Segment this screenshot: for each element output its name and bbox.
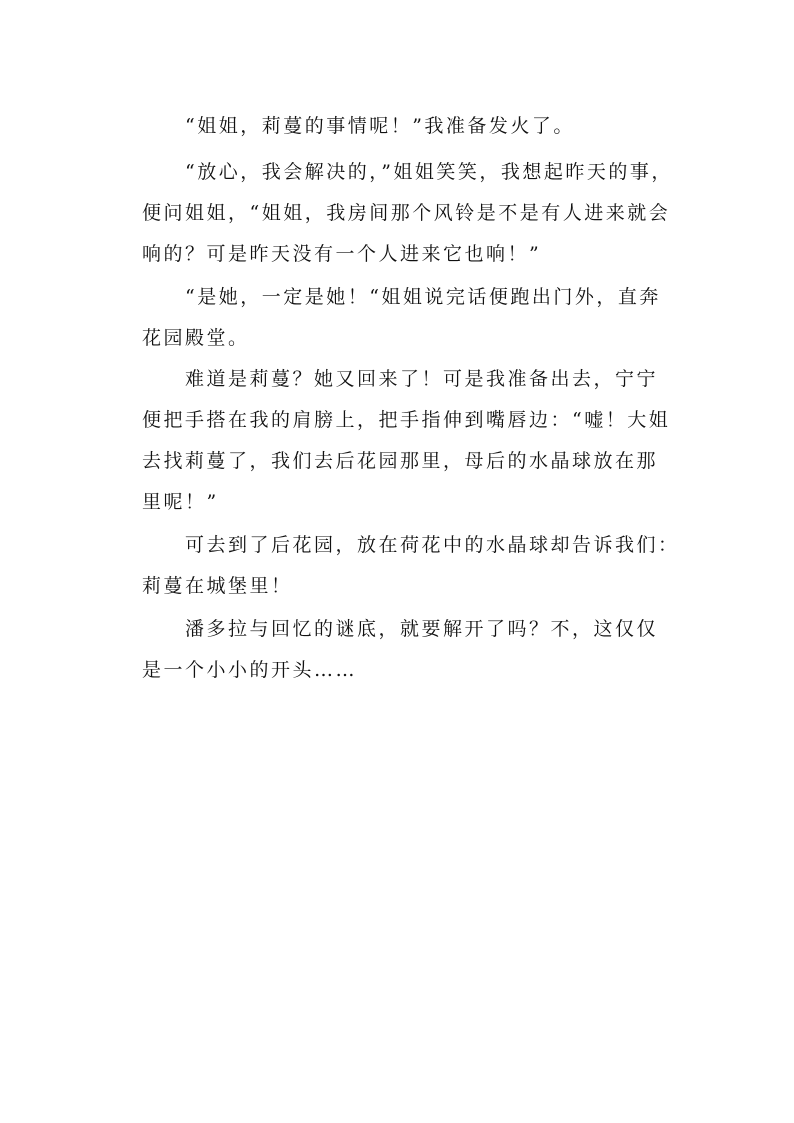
paragraph-line: 可去到了后花园，放在荷花中的水晶球却告诉我们： xyxy=(185,534,680,556)
paragraph-line: 里呢！” xyxy=(142,491,219,513)
paragraph-line: 莉蔓在城堡里！ xyxy=(142,575,293,597)
paragraph-line: 花园殿堂。 xyxy=(142,327,250,349)
paragraph-line: “是她，一定是她！“姐姐说完话便跑出门外，直奔 xyxy=(185,286,661,308)
paragraph-line: 难道是莉蔓？她又回来了！可是我准备出去，宁宁 xyxy=(185,368,659,390)
paragraph-line: 便问姐姐，“姐姐，我房间那个风铃是不是有人进来就会 xyxy=(142,202,671,224)
paragraph-line: 响的？可是昨天没有一个人进来它也响！” xyxy=(142,243,542,265)
paragraph-line: 是一个小小的开头…… xyxy=(142,659,358,681)
paragraph-line: 潘多拉与回忆的谜底，就要解开了吗？不，这仅仅 xyxy=(185,618,659,640)
paragraph-line: “放心，我会解决的，”姐姐笑笑，我想起昨天的事， xyxy=(185,161,673,183)
paragraph-line: 便把手搭在我的肩膀上，把手指伸到嘴唇边：“嘘！大姐 xyxy=(142,409,671,431)
paragraph-line: 去找莉蔓了，我们去后花园那里，母后的水晶球放在那 xyxy=(142,450,659,472)
paragraph-line: “姐姐，莉蔓的事情呢！”我准备发火了。 xyxy=(185,115,575,137)
